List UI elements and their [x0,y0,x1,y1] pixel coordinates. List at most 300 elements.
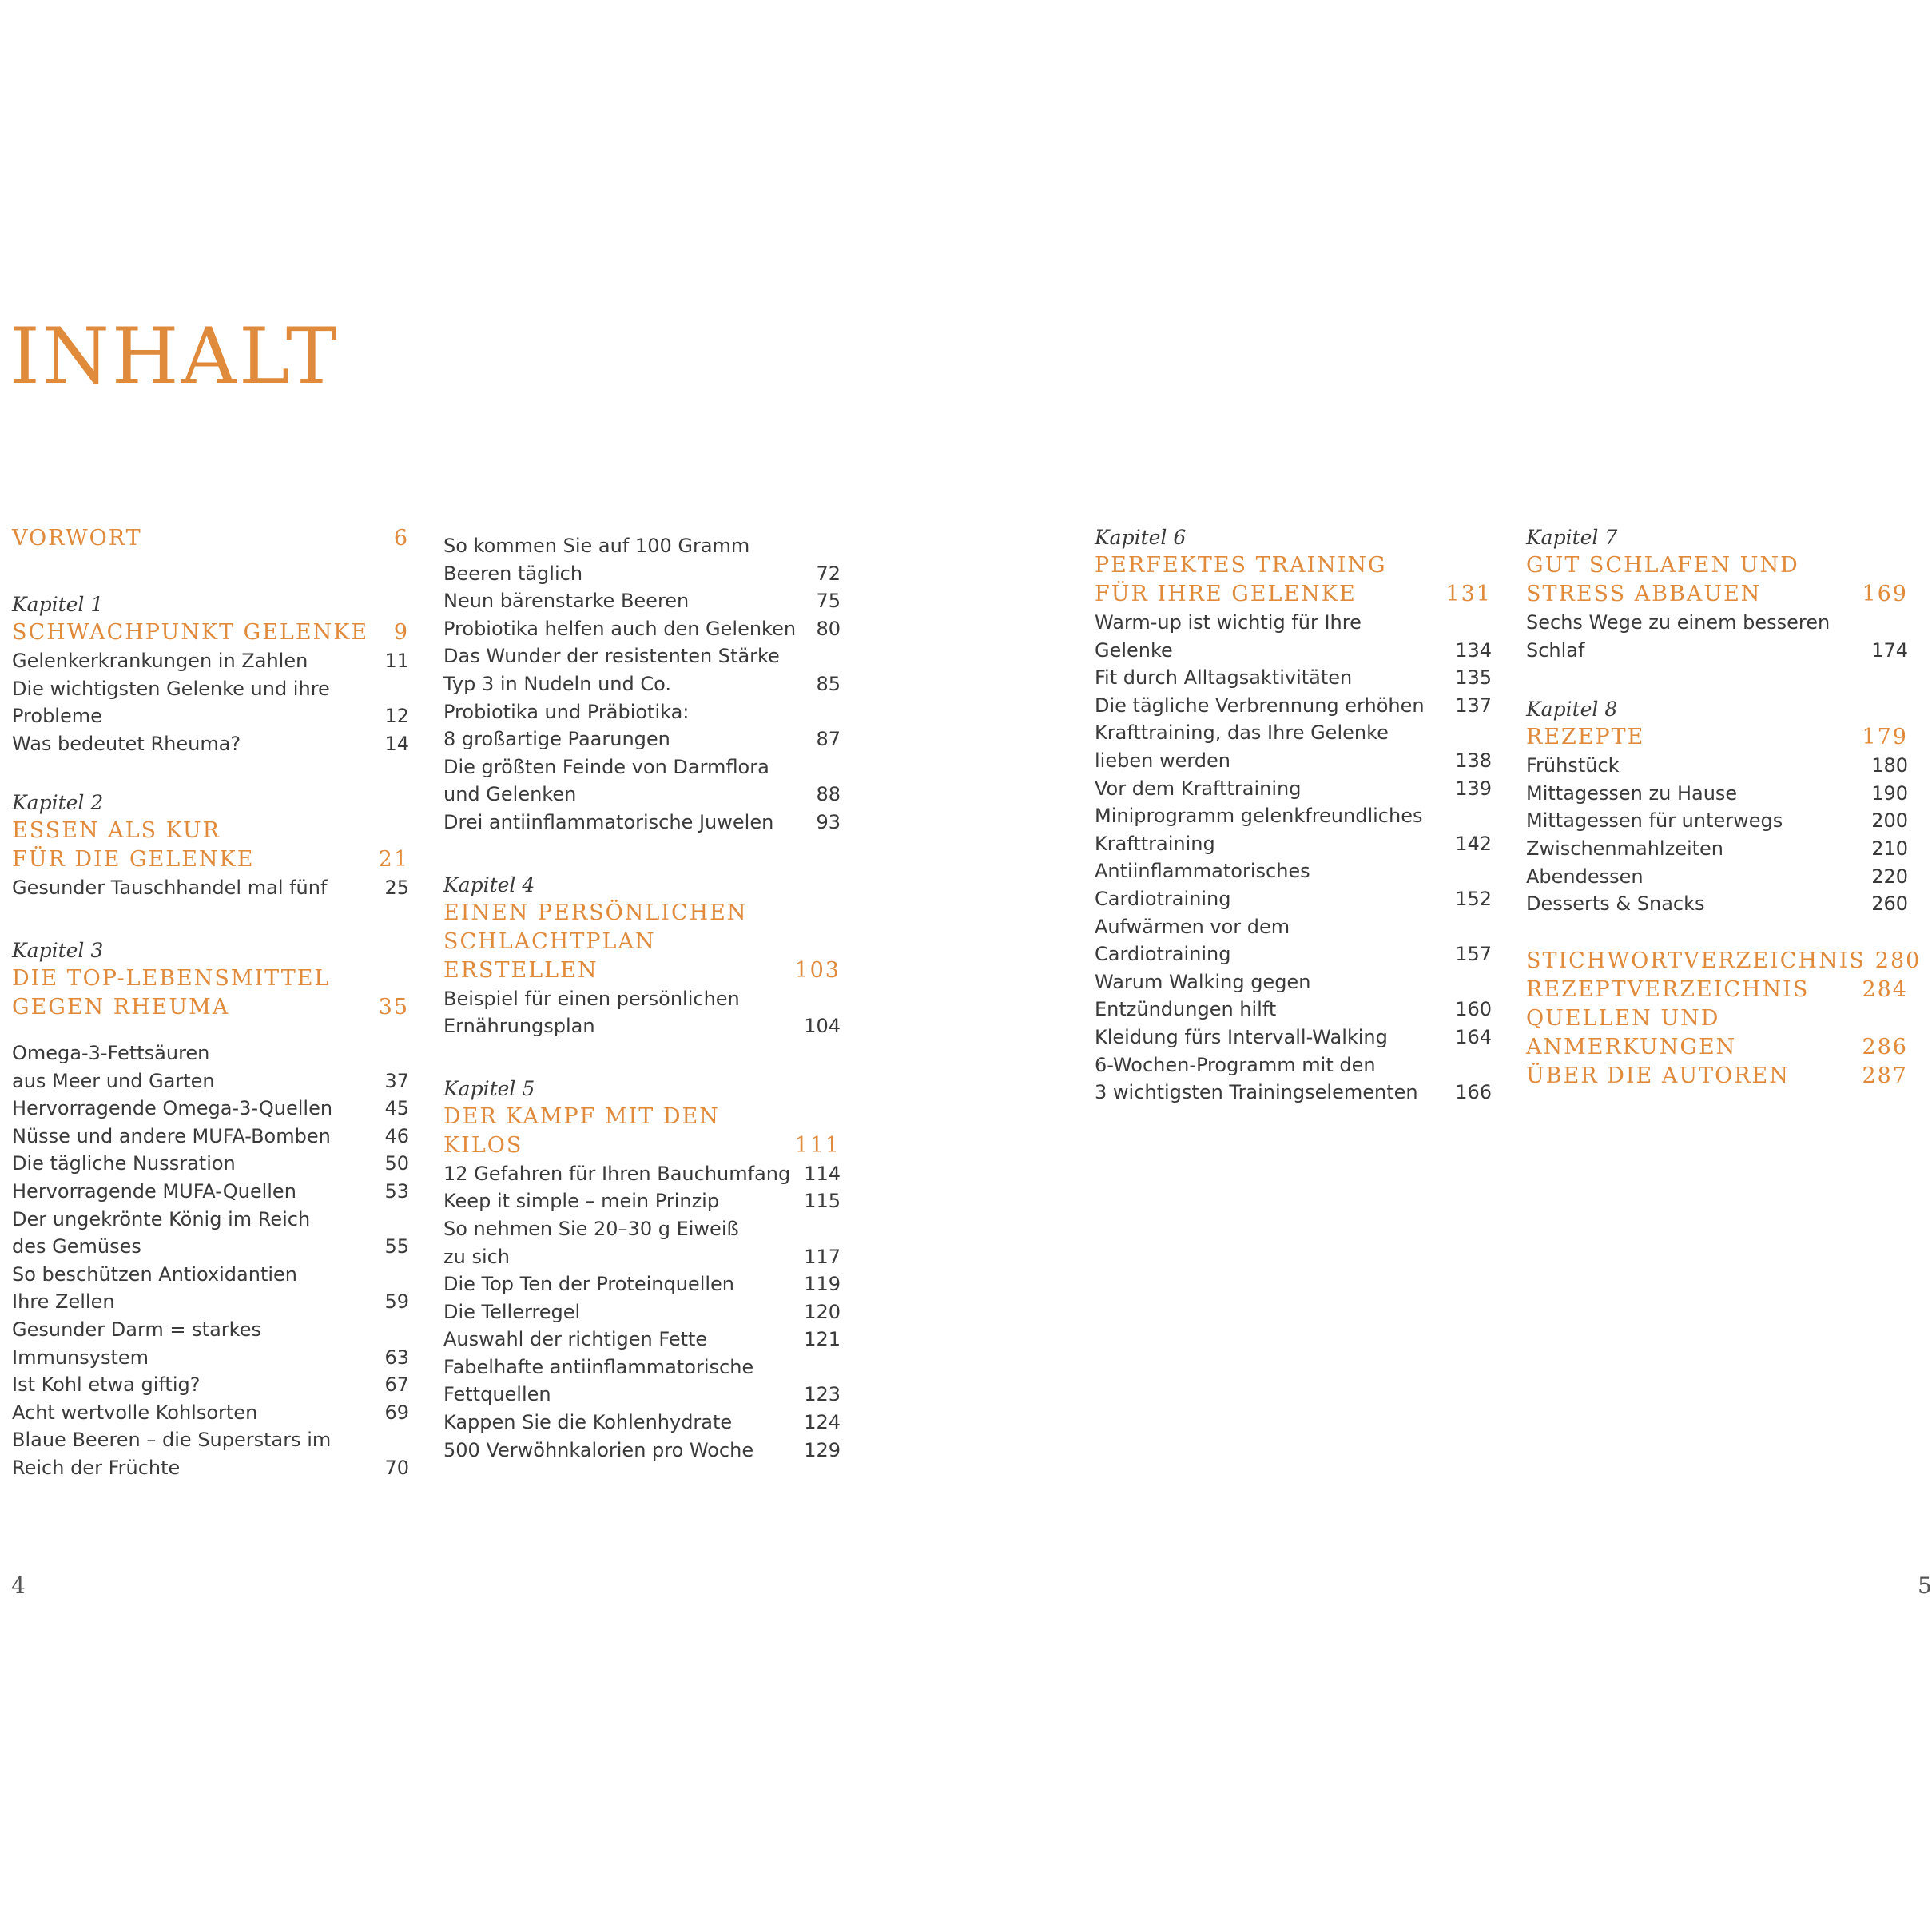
toc-entry-line: Miniprogramm gelenkfreundliches [1095,805,1423,828]
toc-entry-page: 75 [816,590,841,613]
chapter-heading-title [12,524,394,553]
chapter-heading-title [12,618,394,647]
toc-entry-page: 104 [804,1015,841,1038]
toc-entry-title [1095,1024,1455,1051]
toc-entry-line: Probiotika und Präbiotika: [443,700,690,723]
toc-entry-title [12,1150,384,1178]
toc-entry [12,1399,409,1427]
toc-entry-title [1526,835,1871,863]
toc-entry-line: lieben werden [1095,749,1230,772]
chapter-heading [1526,976,1908,1004]
toc-entry-title [12,1399,384,1427]
toc-entry-line: Warm-up ist wichtig für Ihre [1095,611,1362,634]
toc-entry-page: 69 [384,1401,409,1424]
toc-entry-page: 63 [384,1346,409,1369]
toc-entry-page: 138 [1455,749,1492,772]
toc-entry-title [1526,807,1871,835]
toc-entry-page: 134 [1455,638,1492,662]
toc-entry-line: Probiotika helfen auch den Gelenken [443,617,797,640]
chapter-heading-page: 103 [794,957,841,983]
toc-section [1095,524,1492,1107]
toc-entry [443,1187,841,1215]
chapter-heading-page: 169 [1862,582,1908,606]
chapter-heading-title [1095,551,1445,609]
chapter-heading [1526,947,1922,976]
toc-entry-line: Sechs Wege zu einem besseren [1526,611,1831,634]
toc-entry-title [12,1261,384,1316]
toc-entry [443,1326,841,1354]
toc-entry-title [443,615,816,643]
toc-entry-line: Omega-3-Fettsäuren [12,1041,210,1064]
toc-entry-line: Kleidung fürs Intervall-Walking [1095,1025,1388,1048]
toc-entry-page: 14 [384,732,409,755]
toc-entry-page: 121 [804,1328,841,1351]
toc-entry-title [1526,863,1871,891]
toc-entry [12,1316,409,1371]
toc-entry [443,809,841,837]
toc-entry-page: 220 [1871,865,1908,888]
chapter-label: Kapitel 7 [1526,526,1618,549]
toc-entry-title [443,1354,804,1409]
toc-entry [443,1160,841,1188]
toc-entry [12,675,409,730]
toc-entry-line: Vor dem Krafttraining [1095,777,1302,800]
toc-entry-line: Nüsse und andere MUFA-Bomben [12,1124,331,1147]
toc-entry-title [12,1316,384,1371]
toc-entry-line: Gelenkerkrankungen in Zahlen [12,650,308,672]
toc-entry [1526,890,1908,918]
toc-entry-page: 93 [816,810,841,833]
toc-entry [443,985,841,1040]
toc-section [1526,1004,1908,1062]
toc-entry-line: Die wichtigsten Gelenke und ihre [12,677,330,700]
toc-section [12,591,409,757]
toc-entry-line: Abendessen [1526,865,1644,888]
toc-entry-page: 72 [816,562,841,585]
toc-entry-line: 6-Wochen-Programm mit den [1095,1053,1376,1076]
toc-entry-page: 123 [804,1383,841,1406]
toc-entry-line: Cardiotraining [1095,887,1231,910]
toc-entry [1095,968,1492,1024]
toc-entry-line: Ernährungsplan [443,1015,595,1038]
toc-entry-page: 174 [1871,638,1908,662]
toc-entry [443,1354,841,1409]
toc-entry [12,1426,409,1481]
chapter-label: Kapitel 4 [443,873,535,896]
toc-entry-title [12,675,384,730]
toc-entry [1526,863,1908,891]
toc-entry [1095,692,1492,720]
chapter-heading-line: FÜR IHRE GELENKE [1095,582,1357,606]
chapter-heading-page: 284 [1862,976,1908,1002]
toc-entry-title [443,1215,804,1270]
toc-entry-page: 166 [1455,1081,1492,1104]
toc-section [12,937,409,1482]
toc-entry-page: 55 [384,1235,409,1258]
toc-entry-title [12,730,384,758]
toc-entry-line: Krafttraining, das Ihre Gelenke [1095,722,1389,745]
chapter-heading-title [1526,1004,1862,1062]
chapter-heading-title [443,899,794,985]
toc-entry [443,698,841,753]
spacer [12,1022,409,1040]
toc-entry-title [1095,692,1455,720]
chapter-heading-title [1526,947,1875,976]
toc-entry-page: 139 [1455,777,1492,800]
toc-entry [1526,807,1908,835]
toc-entry-title [12,1426,384,1481]
toc-entry-page: 164 [1455,1025,1492,1048]
chapter-heading-page: 179 [1862,725,1908,750]
chapter-heading-line: SCHLACHTPLAN [443,928,656,954]
chapter-heading-line: DER KAMPF MIT DEN [443,1103,720,1129]
toc-entry-title [443,985,804,1040]
chapter-heading [1095,551,1492,609]
toc-entry-page: 45 [384,1097,409,1120]
toc-entry [443,615,841,643]
toc-entry-title [1526,890,1871,918]
toc-entry-line: des Gemüses [12,1235,141,1258]
chapter-heading-line: ESSEN ALS KUR [12,818,221,844]
toc-entry [1095,664,1492,692]
toc-entry [1095,719,1492,774]
toc-entry [443,1215,841,1270]
toc-entry-page: 210 [1871,837,1908,860]
toc-entry-line: Beeren täglich [443,562,583,585]
toc-entry-title [12,1178,384,1206]
toc-entry [12,874,409,902]
toc-entry-line: Hervorragende Omega-3-Quellen [12,1097,333,1120]
toc-entry [12,1123,409,1151]
toc-entry-line: Immunsystem [12,1346,149,1369]
toc-entry [12,1178,409,1206]
toc-section [1526,947,1922,976]
toc-entry-title [443,1409,804,1437]
toc-entry-page: 67 [384,1373,409,1397]
chapter-heading-page: 9 [393,620,409,645]
toc-entry-line: So kommen Sie auf 100 Gramm [443,535,750,557]
toc-entry-page: 59 [384,1290,409,1314]
toc-entry-line: zu sich [443,1245,511,1268]
chapter-heading-line: DIE TOP-LEBENSMITTEL [12,965,331,991]
toc-entry-title [443,642,816,698]
toc-entry-line: Fabelhafte antiinflammatorische [443,1355,754,1378]
toc-entry-line: 12 Gefahren für Ihren Bauchumfang [443,1162,791,1185]
toc-entry-line: Gesunder Darm = starkes [12,1318,261,1341]
toc-entry [1526,835,1908,863]
chapter-heading-page: 286 [1862,1034,1908,1059]
toc-entry-line: 8 großartige Paarungen [443,728,670,751]
toc-entry-line: Warum Walking gegen [1095,970,1311,993]
chapter-heading [12,524,409,553]
toc-entry-page: 46 [384,1124,409,1147]
toc-section [1526,696,1908,918]
chapter-heading-line: KILOS [443,1132,523,1158]
toc-entry-line: Fettquellen [443,1383,551,1406]
chapter-heading-page: 35 [378,994,409,1020]
toc-entry-line: Reich der Früchte [12,1456,181,1479]
toc-entry-page: 37 [384,1069,409,1092]
toc-entry-line: Schlaf [1526,638,1585,662]
toc-entry-line: So beschützen Antioxidantien [12,1262,298,1286]
toc-entry-title [1526,609,1871,664]
toc-entry-title [1095,719,1455,774]
toc-column-4 [1526,524,1922,1091]
toc-entry-line: Die tägliche Nussration [12,1152,236,1175]
toc-entry-title [1095,609,1455,664]
chapter-heading [443,1103,841,1160]
toc-entry-title [1095,1051,1455,1107]
toc-entry-page: 70 [384,1456,409,1479]
chapter-label: Kapitel 8 [1526,698,1618,722]
toc-entry-line: 3 wichtigsten Trainingselementen [1095,1081,1418,1104]
chapter-heading [1526,551,1908,609]
toc-entry-line: Antiinflammatorisches [1095,860,1310,883]
toc-entry-line: Frühstück [1526,754,1620,777]
chapter-heading-title [12,964,379,1022]
chapter-heading-title [443,1103,794,1160]
chapter-heading-line: EINEN PERSÖNLICHEN [443,900,748,925]
toc-entry-line: Keep it simple – mein Prinzip [443,1190,720,1213]
toc-entry-page: 142 [1455,832,1492,855]
toc-entry-title [1095,913,1455,968]
toc-entry [12,647,409,675]
toc-section [12,789,409,902]
toc-entry-line: Fit durch Alltagsaktivitäten [1095,666,1353,690]
toc-entry [443,532,841,587]
toc-entry-title [12,1371,384,1399]
toc-entry-page: 190 [1871,781,1908,805]
toc-entry [1095,609,1492,664]
chapter-heading [12,817,409,874]
toc-entry-page: 152 [1455,887,1492,910]
toc-entry-page: 119 [804,1273,841,1296]
toc-entry-line: Ihre Zellen [12,1290,115,1314]
toc-entry-line: Gelenke [1095,638,1173,662]
chapter-label: Kapitel 1 [12,593,104,616]
toc-entry-title [1526,780,1871,808]
toc-entry-line: Hervorragende MUFA-Quellen [12,1179,296,1203]
chapter-heading [443,899,841,985]
chapter-heading-line: FÜR DIE GELENKE [12,847,255,873]
toc-entry-page: 129 [804,1438,841,1461]
toc-entry-line: Neun bärenstarke Beeren [443,590,690,613]
chapter-heading [12,618,409,647]
toc-entry [443,1270,841,1298]
page-title: INHALT [10,312,340,401]
toc-entry-line: Das Wunder der resistenten Stärke [443,645,780,668]
toc-entry-line: Blaue Beeren – die Superstars im [12,1429,332,1452]
toc-entry [1095,913,1492,968]
toc-entry-page: 160 [1455,998,1492,1021]
toc-entry-line: Die tägliche Verbrennung erhöhen [1095,694,1425,717]
toc-entry-line: 500 Verwöhnkalorien pro Woche [443,1438,754,1461]
chapter-heading-line: SCHWACHPUNKT GELENKE [12,620,369,645]
toc-entry [1095,857,1492,912]
toc-entry-title [443,532,816,587]
toc-entry-title [443,809,816,837]
toc-entry-page: 50 [384,1152,409,1175]
toc-entry-title [12,874,384,902]
toc-entry [12,1040,409,1095]
toc-entry-title [443,1298,804,1326]
toc-entry-title [1526,752,1871,780]
toc-entry-line: Auswahl der richtigen Fette [443,1328,708,1351]
chapter-heading [1526,723,1908,752]
chapter-heading [1526,1004,1908,1062]
toc-section [1526,976,1908,1004]
chapter-heading [12,964,409,1022]
toc-entry-line: Desserts & Snacks [1526,892,1705,916]
toc-entry [1526,752,1908,780]
toc-entry [12,1371,409,1399]
chapter-heading-page: 21 [378,847,409,873]
toc-entry [443,753,841,809]
toc-entry-page: 53 [384,1179,409,1203]
toc-entry-title [443,587,816,615]
toc-entry-line: Entzündungen hilft [1095,998,1277,1021]
chapter-heading-line: GEGEN RHEUMA [12,994,230,1020]
toc-entry-page: 80 [816,617,841,640]
chapter-heading-line: GUT SCHLAFEN UND [1526,553,1799,578]
page-number-right: 5 [1918,1572,1932,1599]
toc-entry-title [443,698,816,753]
toc-entry-title [1095,968,1455,1024]
toc-entry-page: 180 [1871,754,1908,777]
toc-entry-page: 120 [804,1300,841,1323]
toc-entry-page: 88 [816,783,841,806]
toc-entry-title [12,1095,384,1123]
toc-entry [1526,609,1908,664]
chapter-heading-title [12,817,379,874]
toc-entry-title [443,1160,804,1188]
toc-entry-title [1095,857,1455,912]
toc-entry-line: Die Tellerregel [443,1300,581,1323]
chapter-heading-title [1526,1062,1862,1091]
toc-section [12,524,409,553]
toc-entry-line: Acht wertvolle Kohlsorten [12,1401,258,1424]
toc-column-1 [12,524,409,1481]
toc-section [1526,524,1908,664]
chapter-heading-page: 280 [1874,948,1922,973]
toc-entry-line: Cardiotraining [1095,943,1231,966]
toc-entry-page: 25 [384,877,409,900]
toc-entry-title [1095,802,1455,857]
toc-section [443,1075,841,1465]
toc-entry-line: Kappen Sie die Kohlenhydrate [443,1411,733,1434]
toc-entry-title [12,647,384,675]
chapter-heading-line: QUELLEN UND [1526,1005,1720,1031]
chapter-label: Kapitel 3 [12,938,104,962]
toc-entry [12,1095,409,1123]
toc-entry-line: Aufwärmen vor dem [1095,915,1290,938]
toc-entry-page: 87 [816,728,841,751]
toc-entry-title [443,1270,804,1298]
toc-entry-title [443,1326,804,1354]
toc-entry-title [443,753,816,809]
toc-entry-page: 11 [384,650,409,672]
chapter-heading-line: PERFEKTES TRAINING [1095,553,1387,578]
toc-entry-title [443,1437,804,1465]
chapter-label: Kapitel 6 [1095,526,1187,549]
chapter-heading-line: ERSTELLEN [443,957,598,983]
chapter-heading-line: ÜBER DIE AUTOREN [1526,1063,1790,1088]
toc-entry-line: Ist Kohl etwa giftig? [12,1373,201,1397]
toc-entry-line: Beispiel für einen persönlichen [443,987,740,1010]
chapter-heading-title [1526,551,1862,609]
toc-entry [1095,1051,1492,1107]
chapter-label: Kapitel 2 [12,791,104,815]
toc-entry-title [12,1040,384,1095]
toc-entry [443,587,841,615]
toc-entry-page: 260 [1871,892,1908,916]
toc-entry-line: Probleme [12,705,102,728]
chapter-heading-line: STRESS ABBAUEN [1526,582,1762,606]
toc-entry-title [1095,775,1455,803]
chapter-heading-page: 6 [393,526,409,551]
toc-entry-line: Die Top Ten der Proteinquellen [443,1273,735,1296]
toc-entry [12,730,409,758]
toc-section [443,872,841,1040]
chapter-heading-line: ANMERKUNGEN [1526,1034,1737,1059]
chapter-heading-line: STICHWORTVERZEICHNIS [1526,948,1866,973]
toc-entry-page: 115 [804,1190,841,1213]
chapter-heading-page: 287 [1862,1063,1908,1088]
toc-entry [12,1261,409,1316]
toc-entry [1526,780,1908,808]
toc-entry-title [1095,664,1455,692]
chapter-heading-line: REZEPTVERZEICHNIS [1526,976,1810,1002]
toc-entry [443,642,841,698]
toc-entry-line: und Gelenken [443,783,577,806]
toc-column-3 [1095,524,1492,1107]
toc-entry-line: Mittagessen zu Hause [1526,781,1738,805]
chapter-heading [1526,1062,1908,1091]
toc-entry-line: So nehmen Sie 20–30 g Eiweiß [443,1217,739,1240]
toc-entry [1095,1024,1492,1051]
toc-entry [12,1150,409,1178]
chapter-heading-line: REZEPTE [1526,725,1645,750]
toc-entry [443,1409,841,1437]
toc-entry-line: Zwischenmahlzeiten [1526,837,1724,860]
toc-entry-page: 124 [804,1411,841,1434]
toc-section [1526,1062,1908,1091]
toc-entry-line: Der ungekrönte König im Reich [12,1207,311,1230]
chapter-heading-page: 111 [794,1132,841,1158]
toc-entry-line: Drei antiinflammatorische Juwelen [443,810,774,833]
toc-entry [1095,775,1492,803]
toc-section [443,532,841,837]
toc-entry-page: 137 [1455,694,1492,717]
toc-entry-line: Die größten Feinde von Darmflora [443,755,769,778]
toc-entry-line: aus Meer und Garten [12,1069,215,1092]
chapter-heading-title [1526,976,1862,1004]
toc-entry-page: 12 [384,705,409,728]
toc-entry-title [12,1206,384,1261]
toc-entry [443,1437,841,1465]
toc-column-2 [443,532,841,1464]
chapter-heading-title [1526,723,1862,752]
toc-entry [1095,802,1492,857]
chapter-heading-line: VORWORT [12,526,142,551]
toc-entry-page: 85 [816,672,841,695]
toc-entry-page: 114 [804,1162,841,1185]
chapter-label: Kapitel 5 [443,1076,535,1100]
toc-entry [12,1206,409,1261]
toc-entry [443,1298,841,1326]
toc-entry-line: Was bedeutet Rheuma? [12,732,241,755]
toc-entry-line: Krafttraining [1095,832,1215,855]
